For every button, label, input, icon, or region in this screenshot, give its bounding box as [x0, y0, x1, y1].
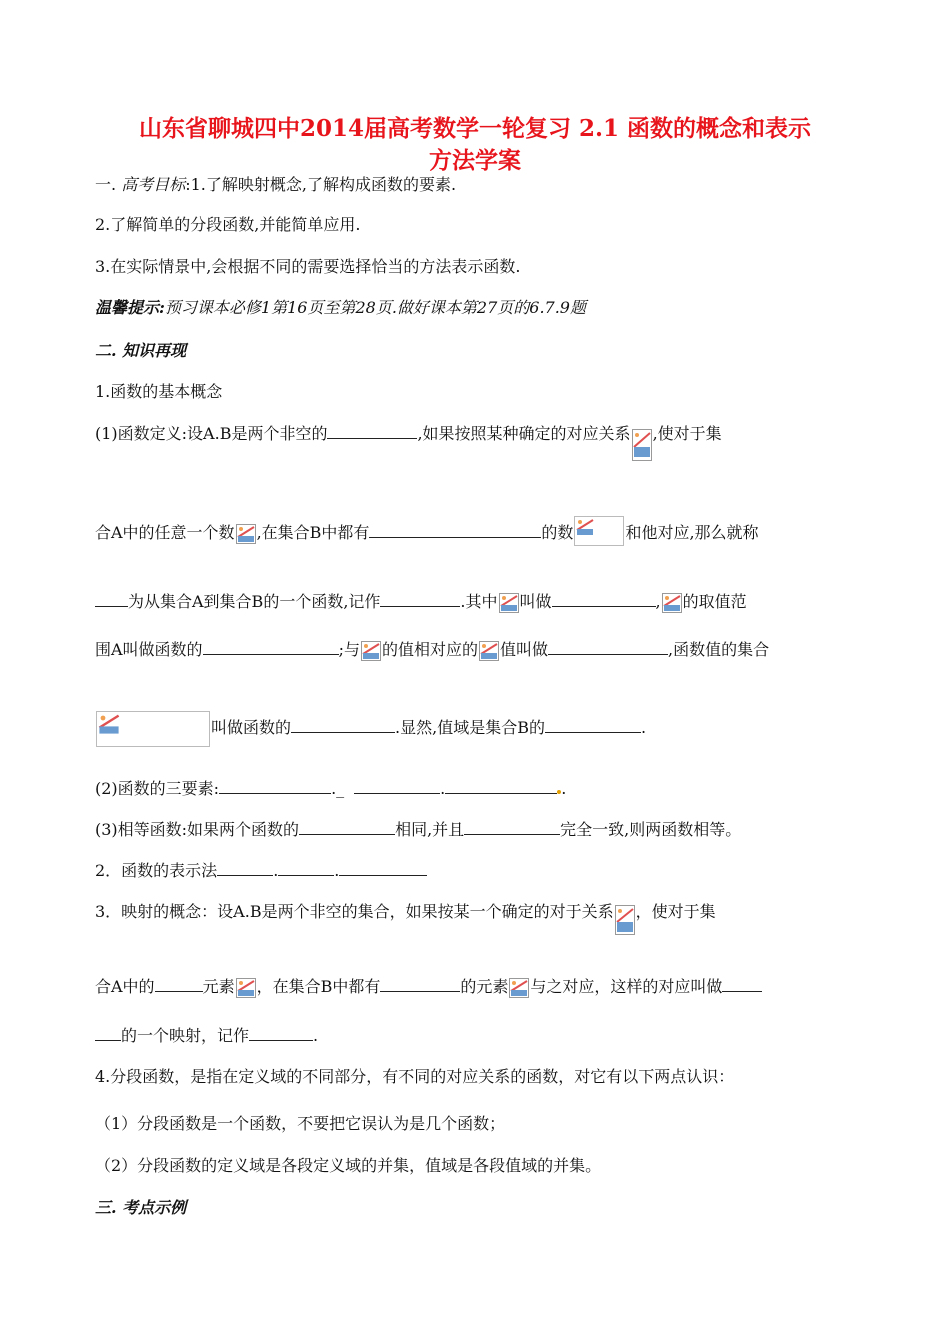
fill-blank[interactable]	[299, 818, 395, 835]
title-line-1: 山东省聊城四中2014届高考数学一轮复习 2.1 函数的概念和表示	[138, 115, 812, 142]
fill-blank[interactable]	[445, 777, 557, 794]
broken-image-icon	[615, 905, 635, 935]
mapping-line-3: 的一个映射，记作 .	[95, 1024, 870, 1047]
broken-image-icon	[574, 516, 624, 546]
fill-blank[interactable]	[380, 590, 460, 607]
mapping-line-1: 3．映射的概念：设A.B是两个非空的集合，如果按某一个确定的对于关系 ，使对于集	[95, 901, 870, 935]
fill-blank[interactable]	[548, 638, 668, 655]
fill-blank[interactable]	[722, 975, 762, 992]
fill-blank[interactable]	[552, 590, 656, 607]
broken-image-icon	[509, 978, 529, 998]
definition-line-3: 为从集合A到集合B的一个函数,记作 .其中 叫做 , 的取值范	[95, 590, 870, 613]
tip-line: 温馨提示:预习课本必修1第16页至第28页.做好课本第27页的6.7.9题	[95, 298, 586, 317]
representation-line: 2．函数的表示法 . .	[95, 859, 870, 882]
goals-line-3: 3.在实际情景中,会根据不同的需要选择恰当的方法表示函数.	[95, 257, 521, 276]
definition-line-4: 围A叫做函数的 ;与 的值相对应的 值叫做 ,函数值的集合	[95, 640, 770, 659]
page-title	[60, 113, 890, 177]
section-3-heading: 三. 考点示例	[95, 1198, 187, 1217]
broken-image-icon	[479, 641, 499, 661]
piecewise-line: 4.分段函数，是指在定义域的不同部分，有不同的对应关系的函数，对它有以下两点认识：	[95, 1067, 735, 1086]
fill-blank[interactable]	[155, 975, 203, 992]
fill-blank[interactable]	[339, 859, 427, 876]
concept-title: 1.函数的基本概念	[95, 382, 223, 401]
broken-image-icon	[236, 524, 256, 544]
fill-blank[interactable]	[380, 975, 460, 992]
broken-image-icon	[499, 593, 519, 613]
goals-line-2: 2.了解简单的分段函数,并能简单应用.	[95, 215, 361, 234]
fill-blank[interactable]	[249, 1024, 313, 1041]
definition-line-5: 叫做函数的 .显然,值域是集合B的 .	[95, 711, 870, 747]
fill-blank[interactable]	[217, 859, 273, 876]
fill-blank[interactable]	[95, 1024, 121, 1041]
fill-blank[interactable]	[369, 521, 541, 538]
fill-blank[interactable]	[278, 859, 334, 876]
broken-image-icon	[361, 641, 381, 661]
piecewise-point-2: （2）分段函数的定义域是各段定义域的并集，值域是各段值域的并集。	[95, 1156, 602, 1175]
fill-blank[interactable]	[464, 818, 560, 835]
broken-image-icon	[662, 593, 682, 613]
mapping-line-2: 合A中的 元素 ，在集合B中都有 的元素 与之对应，这样的对应叫做	[95, 975, 870, 998]
three-elements-line: (2)函数的三要素: ._ . .	[95, 779, 567, 798]
fill-blank[interactable]	[291, 716, 395, 733]
definition-line-1: (1)函数定义:设A.B是两个非空的 ,如果按照某种确定的对应关系 ,使对于集	[95, 422, 870, 461]
title-line-2: 方法学案	[429, 147, 521, 174]
definition-line-2: 合A中的任意一个数 ,在集合B中都有 的数 和他对应,那么就称	[95, 516, 870, 546]
fill-blank[interactable]	[95, 590, 128, 607]
broken-image-icon	[96, 711, 210, 747]
fill-blank[interactable]	[203, 638, 339, 655]
fill-blank[interactable]	[545, 716, 641, 733]
fill-blank[interactable]	[327, 422, 417, 439]
fill-blank[interactable]	[219, 777, 331, 794]
goals-line-1: 一. 高考目标:1.了解映射概念,了解构成函数的要素.	[95, 175, 457, 194]
fill-blank[interactable]	[354, 777, 440, 794]
tip-label: 温馨提示:	[95, 298, 165, 317]
equal-functions-line: (3)相等函数:如果两个函数的 相同,并且 完全一致,则两函数相等。	[95, 820, 742, 839]
broken-image-icon	[632, 429, 652, 461]
goals-label: 高考目标	[121, 175, 186, 194]
piecewise-point-1: （1）分段函数是一个函数，不要把它误认为是几个函数；	[95, 1114, 506, 1133]
section-2-heading: 二. 知识再现	[95, 341, 187, 360]
broken-image-icon	[236, 978, 256, 998]
